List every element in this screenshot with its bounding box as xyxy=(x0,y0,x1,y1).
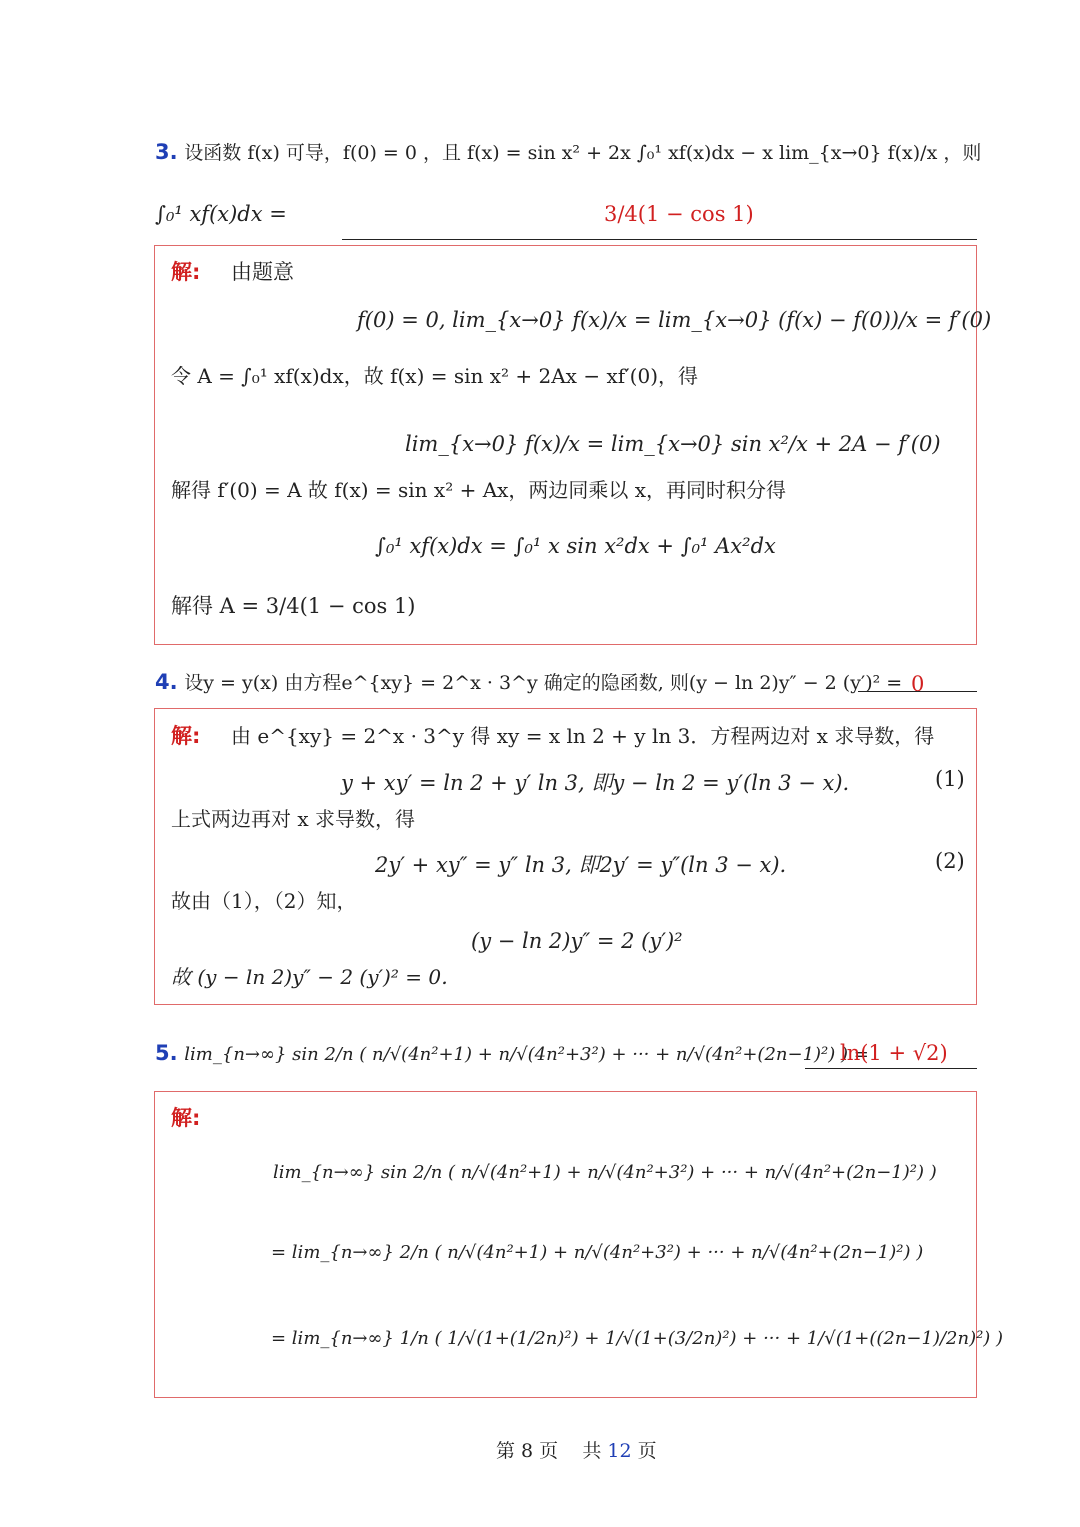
q4-answer: 0 xyxy=(911,672,925,696)
q3-sol-line4: 解得 A = 3/4(1 − cos 1) xyxy=(171,594,416,618)
q3-solution-label: 解: xyxy=(171,260,201,284)
q3-solution-box xyxy=(154,245,992,645)
q4-tag1: (1) xyxy=(935,767,965,791)
q5-answer-blank xyxy=(805,1068,977,1069)
q4-tag2: (2) xyxy=(935,849,965,873)
q3-sol-intro: 由题意 xyxy=(231,260,294,284)
page-footer xyxy=(496,1436,657,1463)
q3-sol-eq1: f(0) = 0, lim_{x→0} f(x)/x = lim_{x→0} (f(x) − f(0))/x = f′(0) xyxy=(357,308,992,332)
q4-sol-line3: 故由（1），（2）知， xyxy=(171,889,357,913)
q4-solution-box xyxy=(154,708,977,1005)
q4-number: 4. xyxy=(155,670,178,694)
page-number: 第 8 页 xyxy=(496,1440,559,1462)
q5-sol-eq2: = lim_{n→∞} 2/n ( n/√(4n²+1) + n/√(4n²+3²) + ··· + n/√(4n²+(2n−1)²) ) xyxy=(271,1242,924,1263)
q3-sol-line2: 令 A = ∫₀¹ xf(x)dx，故 f(x) = sin x² + 2Ax − xf′(0)，得 xyxy=(171,364,698,388)
q3-stem: 设函数 f(x) 可导，f(0) = 0 ，且 f(x) = sin x² + 2x ∫₀¹ xf(x)dx − x lim_{x→0} f(x)/x ，则 xyxy=(184,142,982,164)
q4-sol-eq3: (y − ln 2)y″ = 2 (y′)² xyxy=(471,929,683,953)
q4-sol-line2: 上式两边再对 x 求导数，得 xyxy=(171,807,415,831)
q3-answer-blank xyxy=(342,239,977,240)
q5-answer: ln(1 + √2) xyxy=(840,1041,948,1065)
q5-stem: lim_{n→∞} sin 2/n ( n/√(4n²+1) + n/√(4n²+3²) + ··· + n/√(4n²+(2n−1)²) ) = xyxy=(184,1044,869,1065)
q3-stem-line1 xyxy=(155,142,981,163)
q4-sol-line4: 故 (y − ln 2)y″ − 2 (y′)² = 0． xyxy=(171,965,462,989)
q3-stem-integral: ∫₀¹ xf(x)dx = xyxy=(155,202,287,226)
q4-sol-line1: 由 e^{xy} = 2^x · 3^y 得 xy = x ln 2 + y ln 3．方程两边对 x 求导数，得 xyxy=(231,724,935,748)
q4-stem-line xyxy=(155,672,902,693)
q5-number: 5. xyxy=(155,1041,178,1065)
total-suffix: 页 xyxy=(637,1440,657,1462)
q4-solution-label: 解: xyxy=(171,724,201,748)
q5-sol-eq3: = lim_{n→∞} 1/n ( 1/√(1+(1/2n)²) + 1/√(1+(3/2n)²) + ··· + 1/√(1+((2n−1)/2n)²) ) xyxy=(271,1328,1004,1349)
total-label: 共 xyxy=(582,1440,602,1462)
q3-answer: 3/4(1 − cos 1) xyxy=(604,202,754,226)
q3-sol-eq2: lim_{x→0} f(x)/x = lim_{x→0} sin x²/x + 2A − f′(0) xyxy=(405,432,941,456)
q5-solution-label: 解: xyxy=(171,1106,201,1130)
total-pages: 12 xyxy=(607,1440,632,1462)
q4-stem: 设y = y(x) 由方程e^{xy} = 2^x · 3^y 确定的隐函数, 则(y − ln 2)y″ − 2 (y′)² = xyxy=(184,672,903,694)
q4-sol-eq1: y + xy′ = ln 2 + y′ ln 3, 即y − ln 2 = y′(ln 3 − x). xyxy=(341,771,850,795)
q5-sol-eq1: lim_{n→∞} sin 2/n ( n/√(4n²+1) + n/√(4n²+3²) + ··· + n/√(4n²+(2n−1)²) ) xyxy=(273,1162,937,1183)
q3-number: 3. xyxy=(155,140,178,164)
q4-sol-eq2: 2y′ + xy″ = y″ ln 3, 即2y′ = y″(ln 3 − x). xyxy=(375,853,787,877)
q4-answer-blank xyxy=(858,691,977,692)
q3-sol-line3: 解得 f′(0) = A 故 f(x) = sin x² + Ax，两边同乘以 x，再同时积分得 xyxy=(171,478,787,502)
q5-stem-line xyxy=(155,1043,869,1064)
q3-stem-line2 xyxy=(155,204,287,225)
q5-solution-box xyxy=(154,1091,1004,1398)
q3-sol-eq3: ∫₀¹ xf(x)dx = ∫₀¹ x sin x²dx + ∫₀¹ Ax²dx xyxy=(375,534,776,558)
